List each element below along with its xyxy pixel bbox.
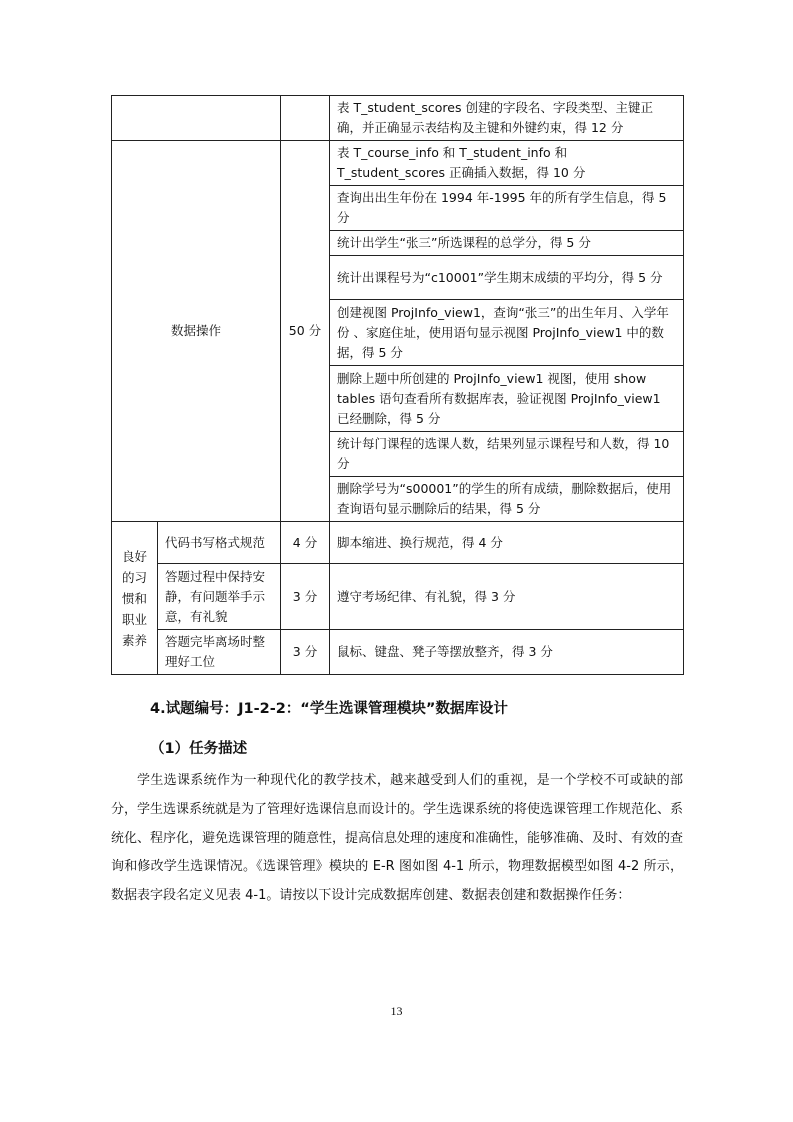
sub-item-cell: 答题完毕离场时整理好工位 — [158, 630, 281, 675]
table-row — [112, 96, 684, 141]
sub-item-cell: 代码书写格式规范 — [158, 522, 281, 564]
table-row — [112, 141, 684, 186]
points-cell: 50 分 — [281, 141, 330, 522]
section-heading: 4.试题编号：J1-2-2：“学生选课管理模块”数据库设计 — [150, 701, 508, 717]
criterion-cell: 创建视图 ProjInfo_view1，查询“张三”的出生年月、入学年份 、家庭住址，使用语句显示视图 ProjInfo_view1 中的数据，得 5 分 — [330, 300, 684, 366]
criterion-cell: 脚本缩进、换行规范，得 4 分 — [330, 522, 684, 564]
criterion-cell: 鼠标、键盘、凳子等摆放整齐，得 3 分 — [330, 630, 684, 675]
criterion-cell: 表 T_course_info 和 T_student_info 和 T_student_scores 正确插入数据，得 10 分 — [330, 141, 684, 186]
table-row — [112, 564, 684, 630]
grading-table — [111, 95, 684, 675]
empty-cell — [112, 96, 281, 141]
criterion-cell: 表 T_student_scores 创建的字段名、字段类型、主键正确，并正确显示表结构及主键和外键约束，得 12 分 — [330, 96, 684, 141]
page-number: 13 — [390, 1004, 403, 1018]
points-cell: 3 分 — [281, 630, 330, 675]
task-description-paragraph: 学生选课系统作为一种现代化的教学技术，越来越受到人们的重视，是一个学校不可或缺的部分，学生选课系统就是为了管理好选课信息而设计的。学生选课系统的将使选课管理工作规范化、系统化、程序化，避免选课管理的随意性，提高信息处理的速度和准确性，能够准确、及时、有效的查询和修改学生选课情况。《选课管理》模块的 E-R 图如图 4-1 所示，物理数据模型如图 4-2 所示，数据表字段名定义见表 4-1。请按以下设计完成数据库创建、数据表创建和数据操作任务： — [111, 773, 684, 904]
criterion-cell: 查询出出生年份在 1994 年-1995 年的所有学生信息，得 5 分 — [330, 186, 684, 231]
empty-cell — [281, 96, 330, 141]
criterion-cell: 遵守考场纪律、有礼貌，得 3 分 — [330, 564, 684, 630]
task-description-heading: （1）任务描述 — [150, 741, 248, 757]
table-row — [112, 522, 684, 564]
criterion-cell: 删除学号为“s00001”的学生的所有成绩，删除数据后，使用查询语句显示删除后的结果，得 5 分 — [330, 477, 684, 522]
points-cell: 3 分 — [281, 564, 330, 630]
category-cell: 数据操作 — [112, 141, 281, 522]
points-cell: 4 分 — [281, 522, 330, 564]
criterion-cell: 删除上题中所创建的 ProjInfo_view1 视图，使用 show tables 语句查看所有数据库表，验证视图 ProjInfo_view1 已经删除，得 5 分 — [330, 366, 684, 432]
sub-item-cell: 答题过程中保持安静，有问题举手示意，有礼貌 — [158, 564, 281, 630]
habit-category-cell: 良好的习惯和职业素养 — [112, 522, 158, 675]
criterion-cell: 统计出学生“张三”所选课程的总学分，得 5 分 — [330, 231, 684, 256]
table-row — [112, 630, 684, 675]
criterion-cell: 统计出课程号为“c10001”学生期末成绩的平均分，得 5 分 — [330, 256, 684, 300]
criterion-cell: 统计每门课程的选课人数，结果列显示课程号和人数，得 10 分 — [330, 432, 684, 477]
